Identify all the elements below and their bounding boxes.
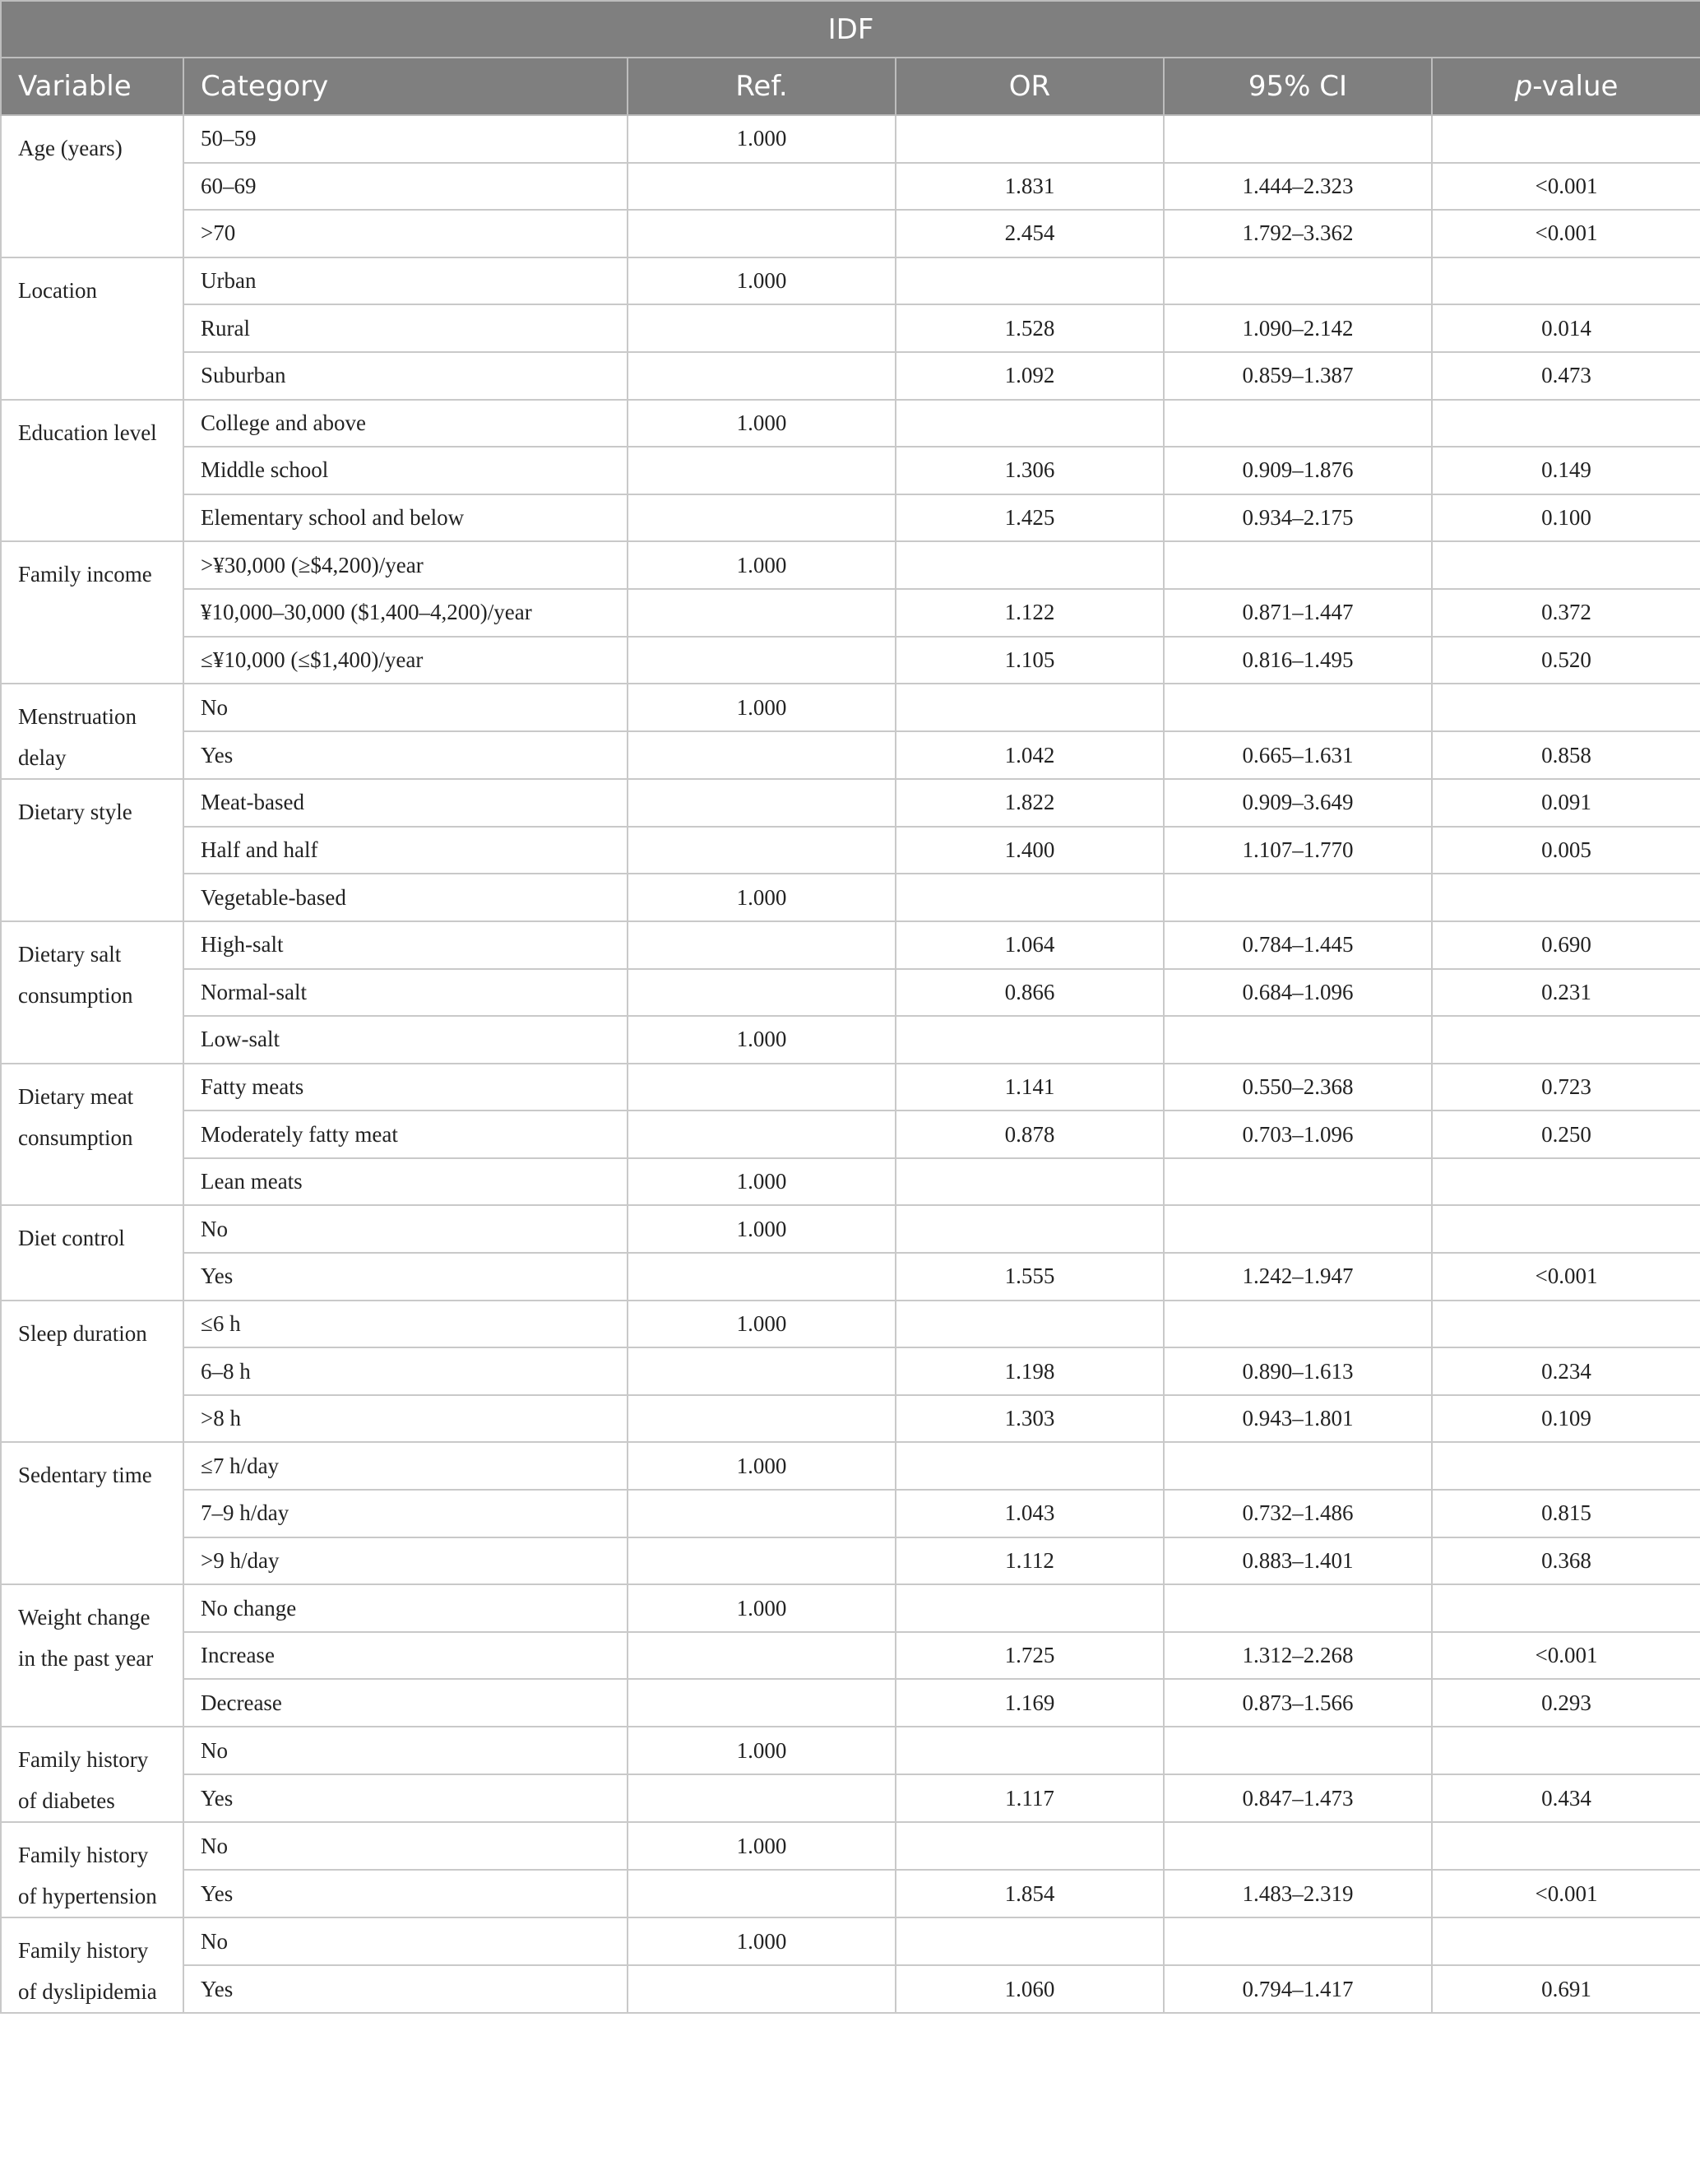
variable-cell: Dietary salt consumption: [1, 921, 183, 1064]
category-cell: Low-salt: [183, 1016, 628, 1064]
table-row: [1, 115, 1700, 163]
p-value-cell: 0.100: [1432, 494, 1700, 542]
p-value-cell: 0.372: [1432, 589, 1700, 637]
category-cell: >8 h: [183, 1395, 628, 1443]
category-cell: No: [183, 1917, 628, 1965]
or-cell: 1.306: [896, 447, 1164, 494]
ref-cell: [628, 637, 896, 684]
p-value-cell: <0.001: [1432, 1253, 1700, 1301]
ref-cell: 1.000: [628, 1016, 896, 1064]
or-cell: 1.105: [896, 637, 1164, 684]
header-p-value: [1432, 58, 1700, 115]
or-cell: 1.042: [896, 731, 1164, 779]
ci-cell: 0.890–1.613: [1164, 1347, 1432, 1395]
ci-cell: 1.107–1.770: [1164, 827, 1432, 874]
category-cell: No change: [183, 1584, 628, 1632]
or-cell: 1.725: [896, 1632, 1164, 1680]
ref-cell: [628, 1111, 896, 1158]
table-row: [1, 779, 1700, 827]
category-cell: No: [183, 1727, 628, 1774]
or-cell: [896, 400, 1164, 447]
ci-cell: [1164, 115, 1432, 163]
category-cell: Fatty meats: [183, 1064, 628, 1111]
category-cell: Middle school: [183, 447, 628, 494]
table-row: [1, 637, 1700, 684]
table-row: [1, 400, 1700, 447]
ci-cell: 0.943–1.801: [1164, 1395, 1432, 1443]
ref-cell: [628, 1679, 896, 1727]
header-category: Category: [183, 58, 628, 115]
header-p-italic: p: [1514, 70, 1533, 103]
ci-cell: 0.732–1.486: [1164, 1490, 1432, 1537]
or-cell: 1.425: [896, 494, 1164, 542]
p-value-cell: 0.234: [1432, 1347, 1700, 1395]
ref-cell: 1.000: [628, 1442, 896, 1490]
p-value-cell: [1432, 1822, 1700, 1870]
p-value-cell: 0.473: [1432, 352, 1700, 400]
ci-cell: [1164, 1917, 1432, 1965]
ref-cell: 1.000: [628, 1822, 896, 1870]
variable-cell: Sedentary time: [1, 1442, 183, 1584]
ref-cell: [628, 1490, 896, 1537]
header-variable: Variable: [1, 58, 183, 115]
ref-cell: 1.000: [628, 1301, 896, 1348]
ci-cell: 1.483–2.319: [1164, 1870, 1432, 1917]
or-cell: 1.854: [896, 1870, 1164, 1917]
ref-cell: [628, 827, 896, 874]
p-value-cell: [1432, 1158, 1700, 1206]
ref-cell: 1.000: [628, 257, 896, 305]
table-row: [1, 1016, 1700, 1064]
ci-cell: 0.665–1.631: [1164, 731, 1432, 779]
category-cell: 6–8 h: [183, 1347, 628, 1395]
or-cell: [896, 1016, 1164, 1064]
table-row: [1, 1205, 1700, 1253]
or-cell: [896, 1442, 1164, 1490]
table-body: [1, 115, 1700, 2013]
ci-cell: 0.934–2.175: [1164, 494, 1432, 542]
category-cell: No: [183, 684, 628, 731]
ci-cell: 0.784–1.445: [1164, 921, 1432, 969]
ref-cell: [628, 1870, 896, 1917]
table-row: [1, 827, 1700, 874]
p-value-cell: 0.520: [1432, 637, 1700, 684]
p-value-cell: 0.368: [1432, 1537, 1700, 1585]
category-cell: ≤6 h: [183, 1301, 628, 1348]
or-cell: 1.198: [896, 1347, 1164, 1395]
ref-cell: 1.000: [628, 684, 896, 731]
or-cell: [896, 1205, 1164, 1253]
table-row: [1, 589, 1700, 637]
or-cell: 1.169: [896, 1679, 1164, 1727]
table-row: [1, 257, 1700, 305]
p-value-cell: [1432, 541, 1700, 589]
table-row: [1, 874, 1700, 921]
or-cell: 0.866: [896, 969, 1164, 1017]
p-value-cell: 0.293: [1432, 1679, 1700, 1727]
ref-cell: [628, 1965, 896, 2013]
or-cell: 1.303: [896, 1395, 1164, 1443]
or-cell: [896, 1917, 1164, 1965]
or-cell: 1.555: [896, 1253, 1164, 1301]
or-cell: 2.454: [896, 210, 1164, 257]
p-value-cell: 0.091: [1432, 779, 1700, 827]
ci-cell: 1.090–2.142: [1164, 304, 1432, 352]
or-cell: [896, 1727, 1164, 1774]
ci-cell: [1164, 874, 1432, 921]
or-cell: 1.141: [896, 1064, 1164, 1111]
ci-cell: 0.909–1.876: [1164, 447, 1432, 494]
table-row: [1, 969, 1700, 1017]
p-value-cell: [1432, 874, 1700, 921]
or-cell: 1.528: [896, 304, 1164, 352]
ci-cell: 0.873–1.566: [1164, 1679, 1432, 1727]
table-row: [1, 731, 1700, 779]
ref-cell: [628, 1537, 896, 1585]
p-value-cell: 0.109: [1432, 1395, 1700, 1443]
category-cell: ≤¥10,000 (≤$1,400)/year: [183, 637, 628, 684]
or-cell: [896, 874, 1164, 921]
p-value-cell: <0.001: [1432, 1632, 1700, 1680]
ci-cell: [1164, 1727, 1432, 1774]
p-value-cell: [1432, 1442, 1700, 1490]
category-cell: Rural: [183, 304, 628, 352]
table-row: [1, 210, 1700, 257]
ci-cell: [1164, 1822, 1432, 1870]
or-cell: 0.878: [896, 1111, 1164, 1158]
ci-cell: 0.871–1.447: [1164, 589, 1432, 637]
ci-cell: 0.816–1.495: [1164, 637, 1432, 684]
category-cell: Moderately fatty meat: [183, 1111, 628, 1158]
or-cell: [896, 257, 1164, 305]
or-cell: [896, 1158, 1164, 1206]
table-row: [1, 1490, 1700, 1537]
or-cell: 1.112: [896, 1537, 1164, 1585]
table-row: [1, 494, 1700, 542]
variable-cell: Sleep duration: [1, 1301, 183, 1443]
variable-cell: Location: [1, 257, 183, 400]
or-cell: [896, 1584, 1164, 1632]
variable-cell: Family history of diabetes: [1, 1727, 183, 1822]
ref-cell: [628, 589, 896, 637]
category-cell: Suburban: [183, 352, 628, 400]
table-row: [1, 1917, 1700, 1965]
ci-cell: 0.883–1.401: [1164, 1537, 1432, 1585]
table-row: [1, 304, 1700, 352]
or-cell: 1.122: [896, 589, 1164, 637]
category-cell: Half and half: [183, 827, 628, 874]
p-value-cell: [1432, 1016, 1700, 1064]
p-value-cell: [1432, 684, 1700, 731]
p-value-cell: 0.231: [1432, 969, 1700, 1017]
p-value-cell: 0.250: [1432, 1111, 1700, 1158]
table-row: [1, 1064, 1700, 1111]
variable-cell: Age (years): [1, 115, 183, 257]
ref-cell: [628, 1774, 896, 1822]
ci-cell: [1164, 1442, 1432, 1490]
table-row: [1, 1158, 1700, 1206]
ci-cell: 1.792–3.362: [1164, 210, 1432, 257]
ci-cell: 1.242–1.947: [1164, 1253, 1432, 1301]
table-row: [1, 1584, 1700, 1632]
category-cell: No: [183, 1822, 628, 1870]
ci-cell: [1164, 1158, 1432, 1206]
category-cell: Vegetable-based: [183, 874, 628, 921]
ci-cell: 0.794–1.417: [1164, 1965, 1432, 2013]
variable-cell: Education level: [1, 400, 183, 542]
ref-cell: [628, 210, 896, 257]
or-cell: 1.064: [896, 921, 1164, 969]
ref-cell: [628, 779, 896, 827]
ci-cell: 0.684–1.096: [1164, 969, 1432, 1017]
or-cell: 1.822: [896, 779, 1164, 827]
ci-cell: [1164, 1205, 1432, 1253]
ref-cell: 1.000: [628, 1727, 896, 1774]
or-cell: 1.117: [896, 1774, 1164, 1822]
p-value-cell: <0.001: [1432, 163, 1700, 211]
table-row: [1, 1774, 1700, 1822]
ci-cell: [1164, 1016, 1432, 1064]
or-cell: 1.060: [896, 1965, 1164, 2013]
table-row: [1, 1347, 1700, 1395]
category-cell: >70: [183, 210, 628, 257]
category-cell: 7–9 h/day: [183, 1490, 628, 1537]
category-cell: Increase: [183, 1632, 628, 1680]
or-cell: [896, 541, 1164, 589]
category-cell: Urban: [183, 257, 628, 305]
table-row: [1, 1822, 1700, 1870]
category-cell: 60–69: [183, 163, 628, 211]
table-row: [1, 684, 1700, 731]
ci-cell: 0.909–3.649: [1164, 779, 1432, 827]
table-title: IDF: [1, 1, 1700, 58]
category-cell: >9 h/day: [183, 1537, 628, 1585]
variable-cell: Family history of hypertension: [1, 1822, 183, 1917]
category-cell: Normal-salt: [183, 969, 628, 1017]
ci-cell: 0.703–1.096: [1164, 1111, 1432, 1158]
p-value-cell: 0.723: [1432, 1064, 1700, 1111]
ref-cell: [628, 969, 896, 1017]
ref-cell: 1.000: [628, 541, 896, 589]
p-value-cell: [1432, 1917, 1700, 1965]
table-row: [1, 1632, 1700, 1680]
category-cell: Elementary school and below: [183, 494, 628, 542]
ref-cell: 1.000: [628, 874, 896, 921]
ref-cell: [628, 921, 896, 969]
p-value-cell: 0.149: [1432, 447, 1700, 494]
category-cell: ≤7 h/day: [183, 1442, 628, 1490]
category-cell: College and above: [183, 400, 628, 447]
ci-cell: 0.859–1.387: [1164, 352, 1432, 400]
ref-cell: [628, 1395, 896, 1443]
table-row: [1, 1870, 1700, 1917]
ref-cell: [628, 1064, 896, 1111]
variable-cell: Family history of dyslipidemia: [1, 1917, 183, 2013]
ref-cell: [628, 447, 896, 494]
ci-cell: [1164, 684, 1432, 731]
p-value-cell: 0.434: [1432, 1774, 1700, 1822]
category-cell: 50–59: [183, 115, 628, 163]
table-row: [1, 447, 1700, 494]
table-row: [1, 1253, 1700, 1301]
ci-cell: 0.847–1.473: [1164, 1774, 1432, 1822]
p-value-cell: [1432, 1584, 1700, 1632]
table-row: [1, 1537, 1700, 1585]
ci-cell: 1.312–2.268: [1164, 1632, 1432, 1680]
p-value-cell: [1432, 1301, 1700, 1348]
ref-cell: [628, 163, 896, 211]
ref-cell: 1.000: [628, 115, 896, 163]
ref-cell: 1.000: [628, 1158, 896, 1206]
category-cell: Lean meats: [183, 1158, 628, 1206]
ci-cell: [1164, 400, 1432, 447]
p-value-cell: <0.001: [1432, 210, 1700, 257]
ci-cell: 1.444–2.323: [1164, 163, 1432, 211]
ci-cell: [1164, 257, 1432, 305]
or-cell: [896, 1301, 1164, 1348]
or-cell: 1.092: [896, 352, 1164, 400]
or-cell: 1.043: [896, 1490, 1164, 1537]
ci-cell: 0.550–2.368: [1164, 1064, 1432, 1111]
category-cell: >¥30,000 (≥$4,200)/year: [183, 541, 628, 589]
header-p-rest: -value: [1532, 70, 1619, 103]
p-value-cell: 0.690: [1432, 921, 1700, 969]
ref-cell: [628, 1347, 896, 1395]
p-value-cell: 0.815: [1432, 1490, 1700, 1537]
category-cell: Yes: [183, 1870, 628, 1917]
category-cell: Meat-based: [183, 779, 628, 827]
category-cell: Decrease: [183, 1679, 628, 1727]
or-cell: [896, 1822, 1164, 1870]
p-value-cell: <0.001: [1432, 1870, 1700, 1917]
category-cell: Yes: [183, 731, 628, 779]
table-row: [1, 1395, 1700, 1443]
ref-cell: [628, 352, 896, 400]
ci-cell: [1164, 541, 1432, 589]
variable-cell: Family income: [1, 541, 183, 684]
or-cell: 1.400: [896, 827, 1164, 874]
ref-cell: [628, 304, 896, 352]
table-row: [1, 163, 1700, 211]
p-value-cell: 0.005: [1432, 827, 1700, 874]
p-value-cell: 0.014: [1432, 304, 1700, 352]
ref-cell: [628, 494, 896, 542]
ref-cell: [628, 1632, 896, 1680]
category-cell: Yes: [183, 1965, 628, 2013]
p-value-cell: [1432, 400, 1700, 447]
header-or: OR: [896, 58, 1164, 115]
p-value-cell: 0.858: [1432, 731, 1700, 779]
ref-cell: 1.000: [628, 1205, 896, 1253]
variable-cell: Dietary meat consumption: [1, 1064, 183, 1206]
or-cell: [896, 684, 1164, 731]
header-ci: 95% CI: [1164, 58, 1432, 115]
ci-cell: [1164, 1301, 1432, 1348]
ref-cell: [628, 1253, 896, 1301]
p-value-cell: [1432, 1205, 1700, 1253]
table-row: [1, 352, 1700, 400]
ref-cell: 1.000: [628, 1584, 896, 1632]
table-row: [1, 1301, 1700, 1348]
p-value-cell: [1432, 257, 1700, 305]
or-cell: [896, 115, 1164, 163]
table-row: [1, 541, 1700, 589]
table-row: [1, 921, 1700, 969]
variable-cell: Weight change in the past year: [1, 1584, 183, 1727]
table-row: [1, 1679, 1700, 1727]
category-cell: ¥10,000–30,000 ($1,400–4,200)/year: [183, 589, 628, 637]
or-cell: 1.831: [896, 163, 1164, 211]
p-value-cell: 0.691: [1432, 1965, 1700, 2013]
category-cell: High-salt: [183, 921, 628, 969]
p-value-cell: [1432, 115, 1700, 163]
category-cell: Yes: [183, 1774, 628, 1822]
ref-cell: 1.000: [628, 400, 896, 447]
ci-cell: [1164, 1584, 1432, 1632]
ref-cell: 1.000: [628, 1917, 896, 1965]
ref-cell: [628, 731, 896, 779]
table-row: [1, 1727, 1700, 1774]
variable-cell: Diet control: [1, 1205, 183, 1300]
p-value-cell: [1432, 1727, 1700, 1774]
table-row: [1, 1965, 1700, 2013]
category-cell: Yes: [183, 1253, 628, 1301]
table-row: [1, 1111, 1700, 1158]
variable-cell: Menstruation delay: [1, 684, 183, 779]
table-row: [1, 1442, 1700, 1490]
header-ref: Ref.: [628, 58, 896, 115]
category-cell: No: [183, 1205, 628, 1253]
variable-cell: Dietary style: [1, 779, 183, 921]
